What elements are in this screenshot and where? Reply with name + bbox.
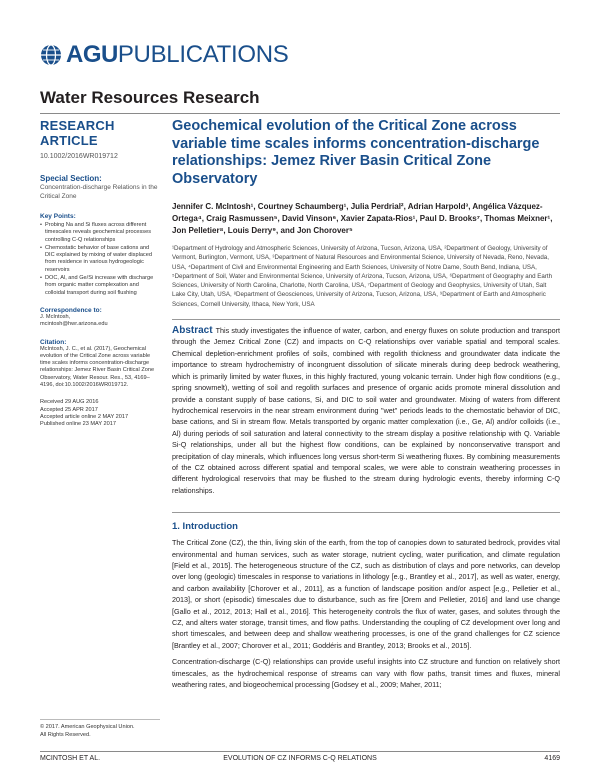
main-column [172, 118, 560, 690]
history-received: Received 29 AUG 2016 [40, 399, 99, 406]
brand-prefix: AGU [66, 41, 118, 68]
doi[interactable]: 10.1002/2016WR019712 [40, 153, 118, 160]
footer-divider [40, 751, 560, 752]
footer-running-title: EVOLUTION OF CZ INFORMS C-Q RELATIONS [223, 755, 377, 762]
history-published: Published online 23 MAY 2017 [40, 421, 116, 428]
abstract-text: This study investigates the influence of water, carbon, and energy fluxes on solute production and transport through the Jemez Critical Zone (CZ) and impacts on C-Q relationships over variable spatial and temporal scales. Chemical depletion-enrichment profiles of soils, combined with regolith thickness and groundwater data indicate the importance to stream hydrochemistry of incongruent dissolution of silicate minerals during deep bedrock weathering, which is primarily limited by water fluxes, in this highly fractured, young volcanic terrain. Under high flow conditions (e.g., spring snowmelt), wetting of soil and regolith surfaces and presence of organic acids promote mineral dissolution and provide a constant supply of base cations, Si, and DIC to soil water and groundwater. Mixing of waters from different hydrochemical reservoirs in the near stream environment during "wet" periods leads to the chemostatic behavior of DIC, base cations, and Si in stream flow. Metals transported by organic matter complexation (i.e., Ge, Al) and/or colloids (i.e., Al) during periods of soil saturation and lateral connectivity to the stream display a positive relationship with Q. Variable Si-Q relationships, under all but the highest flow conditions, can be explained by nonconservative transport and precipitation of clay minerals, which influences long versus short-term Si weathering fluxes. By combining measurements of the CZ obtained across different spatial and temporal scales, we were able to constrain weathering processes in different hydrological reservoirs that may be flushed to the stream during hydrologic events, thereby informing C-Q relationships. [172, 326, 560, 495]
copyright-line: All Rights Reserved. [40, 731, 91, 738]
special-section-text: Concentration-discharge Relations in the Critical Zone [40, 184, 158, 200]
key-point: • Chemostatic behavior of base cations and DIC explained by mixing of water displaced from residence in various hydrogeologic reservoirs [40, 245, 160, 274]
key-point: • DOC, Al, and Ge/Si increase with discharge from organic matter complexation and colloidal transport during soil flushing [40, 275, 160, 297]
article-type: RESEARCH ARTICLE [40, 118, 115, 148]
page-number: 4169 [544, 755, 560, 762]
copyright [40, 724, 160, 739]
correspondence-email[interactable]: mcintosh@hwr.arizona.edu [40, 321, 108, 328]
journal-title: Water Resources Research [40, 88, 260, 107]
affiliations: ¹Department of Hydrology and Atmospheric Sciences, University of Arizona, Tucson, Arizona, USA, ²Department of Geology, University of Vermont, Burlington, Vermont, USA, ³Department of Natural Resources and Environmental Science, University of Nevada, Reno, Nevada, USA, ⁴Department of Civil and Environmental Engineering and Earth Sciences, University of Notre Dame, South Bend, Indiana, USA, ⁵Department of Soil, Water and Environmental Science, University of Arizona, Tucson, Arizona, USA, ⁶Department of Geography and Earth Sciences, University of North Carolina, Charlotte, North Carolina, USA, ⁷Department of Geology and Geophysics, University of Utah, Salt Lake City, Utah, USA, ⁸Department of Geosciences, University of Arizona, Tucson, Arizona, USA, ⁹Department of Earth and Atmospheric Sciences, Cornell University, Ithaca, New York, USA [172, 245, 553, 308]
copyright-line: © 2017. American Geophysical Union. [40, 724, 135, 730]
author-list: Jennifer C. McIntosh¹, Courtney Schaumberg¹, Julia Perdrial², Adrian Harpold³, Angélica Vázquez-Ortega⁴, Craig Rasmussen⁵, David Vinson⁶, Xavier Zapata-Rios¹, Paul D. Brooks⁷, Thomas Meixner¹, Jon Pelletier⁸, Louis Derry⁹, and Jon Chorover⁵ [172, 202, 553, 235]
section-divider [172, 512, 560, 513]
history-accepted: Accepted 25 APR 2017 [40, 406, 98, 413]
abstract [172, 325, 560, 496]
key-point: • Probing Na and Si fluxes across different timescales reveals geochemical processes controlling C-Q relationships [40, 222, 160, 244]
intro-paragraph-1: The Critical Zone (CZ), the thin, living skin of the earth, from the top of canopies down to saturated bedrock, provides vital environmental and human services, such as water storage, nutrient cycling, water purification, and climate regulation [Field et al., 2015]. The heterogeneous structure of the CZ, such as distribution of clays and pore networks, can develop over long (geologic) timescales in response to variations in lithology [e.g., Brantley et al., 2017], as well as water, energy, and carbon availability [Chorover et al., 2011], as a function of landscape position and/or aspect [e.g., Pelletier et al., 2013], or short (episodic) timescales due to disturbance, such as fire [Orem and Pelletier, 2016] and land use change [Gallo et al., 2012, 2013; Hall et al., 2016]. This heterogeneity controls the flux of water, gases, and solutes through the CZ, and alters water storage, transit times, and flow paths. Understanding the coupling of CZ development over long and short timescales, and between deep and shallow weathering processes, is one of the grand challenges for CZ science [Brantley et al., 2007; Chorover et al., 2011; Goddéris and Brantley, 2013; Brooks et al., 2015]. [172, 538, 560, 650]
abstract-heading: Abstract [172, 325, 213, 337]
citation-title: Citation: [40, 338, 67, 346]
correspondence-name: J. McIntosh, [40, 313, 71, 320]
history-online: Accepted article online 2 MAY 2017 [40, 413, 129, 420]
article-title: Geochemical evolution of the Critical Zone across variable time scales informs concentration-discharge relationships: Jemez River Basin Critical Zone Observatory [172, 118, 540, 187]
header-divider [40, 113, 560, 114]
copyright-divider [40, 719, 160, 720]
citation-text: McIntosh, J. C., et al. (2017), Geochemical evolution of the Critical Zone across variable time scales informs concentration-discharge relationships: Jemez River Basin Critical Zone Observatory, Water Resour. Res., 53, 4169–4196, doi:10.1002/2016WR019712. [40, 345, 155, 389]
footer-authors: MCINTOSH ET AL. [40, 755, 101, 762]
agu-publications-logo [40, 40, 289, 70]
section-heading: 1. Introduction [172, 521, 238, 533]
abstract-divider [172, 319, 560, 320]
publication-history [40, 399, 160, 428]
globe-icon [40, 44, 62, 66]
special-section-title: Special Section: [40, 174, 102, 183]
key-points-title: Key Points: [40, 213, 76, 220]
left-sidebar [40, 118, 160, 429]
correspondence-title: Correspondence to: [40, 306, 102, 314]
brand-suffix: PUBLICATIONS [117, 41, 289, 68]
intro-paragraph-2: Concentration-discharge (C-Q) relationships can provide useful insights into CZ structure and function on relatively short timescales, as the hydrochemical response of streams can vary with flow paths, transit times and fluxes, mineral weathering rates, and biogeochemical processing [Godsey et al., 2009; Maher, 2011; [172, 657, 560, 690]
key-points-list [40, 222, 160, 297]
